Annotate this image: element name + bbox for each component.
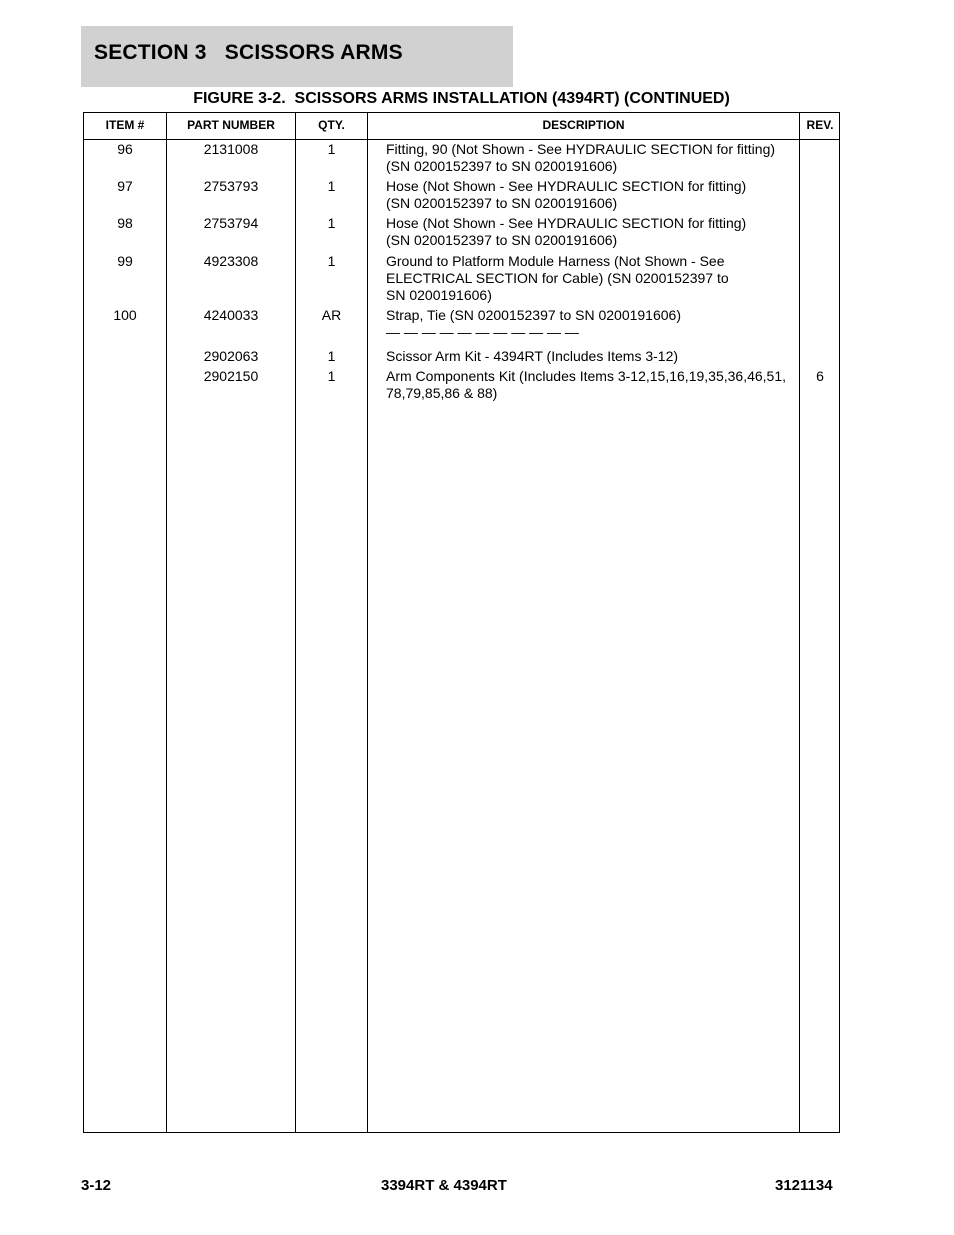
part-number: 2131008 — [203, 141, 259, 157]
part-number: 4923308 — [203, 253, 259, 269]
description — [386, 253, 798, 304]
revision: 6 — [816, 368, 824, 384]
item-number: 99 — [117, 253, 133, 269]
item-number: 100 — [113, 307, 137, 323]
description-line: Hose (Not Shown - See HYDRAULIC SECTION for fitting) — [386, 178, 747, 194]
description-line: Scissor Arm Kit - 4394RT (Includes Items 3-12) — [386, 348, 679, 364]
quantity: 1 — [327, 348, 336, 364]
column-divider — [367, 113, 368, 1132]
part-number: 2902063 — [203, 348, 259, 364]
description — [386, 178, 798, 212]
description-line: ELECTRICAL SECTION for Cable) (SN 0200152397 to — [386, 270, 729, 286]
description-line: SN 0200191606) — [386, 287, 492, 303]
description-line: Arm Components Kit (Includes Items 3-12,15,16,19,35,36,46,51, — [386, 368, 787, 384]
description — [386, 348, 798, 365]
header-part-number: PART NUMBER — [187, 118, 275, 132]
part-number: 2753794 — [203, 215, 259, 231]
column-divider — [799, 113, 800, 1132]
figure-title: FIGURE 3-2. SCISSORS ARMS INSTALLATION (4394RT) (CONTINUED) — [193, 90, 730, 107]
description — [386, 215, 798, 249]
header-divider — [84, 139, 839, 140]
description — [386, 307, 798, 341]
footer-doc-number: 3121134 — [775, 1177, 833, 1194]
description-line: (SN 0200152397 to SN 0200191606) — [386, 232, 618, 248]
description-line: Strap, Tie (SN 0200152397 to SN 0200191606) — [386, 307, 681, 323]
header-description: DESCRIPTION — [542, 118, 625, 132]
part-number: 2902150 — [203, 368, 259, 384]
header-qty: QTY. — [318, 118, 345, 132]
quantity: 1 — [327, 368, 336, 384]
quantity: 1 — [327, 178, 336, 194]
description-line: (SN 0200152397 to SN 0200191606) — [386, 158, 618, 174]
section-header — [81, 26, 513, 87]
item-number: 96 — [117, 141, 133, 157]
header-rev: REV. — [806, 118, 834, 132]
quantity: 1 — [327, 253, 336, 269]
footer-page-number: 3-12 — [81, 1177, 112, 1194]
description — [386, 141, 798, 175]
description-line: (SN 0200152397 to SN 0200191606) — [386, 195, 618, 211]
parts-table — [83, 112, 840, 1133]
description-line: — — — — — — — — — — — — [386, 324, 579, 340]
part-number: 4240033 — [203, 307, 259, 323]
quantity: 1 — [327, 141, 336, 157]
section-title: SECTION 3 SCISSORS ARMS — [94, 41, 403, 64]
description-line: Hose (Not Shown - See HYDRAULIC SECTION for fitting) — [386, 215, 747, 231]
description-line: 78,79,85,86 & 88) — [386, 385, 498, 401]
item-number: 98 — [117, 215, 133, 231]
description-line: Fitting, 90 (Not Shown - See HYDRAULIC SECTION for fitting) — [386, 141, 776, 157]
quantity: 1 — [327, 215, 336, 231]
part-number: 2753793 — [203, 178, 259, 194]
description — [386, 368, 798, 402]
description-line: Ground to Platform Module Harness (Not Shown - See — [386, 253, 725, 269]
footer-model: 3394RT & 4394RT — [381, 1177, 507, 1194]
header-item: ITEM # — [105, 118, 145, 132]
item-number: 97 — [117, 178, 133, 194]
quantity: AR — [321, 307, 342, 323]
